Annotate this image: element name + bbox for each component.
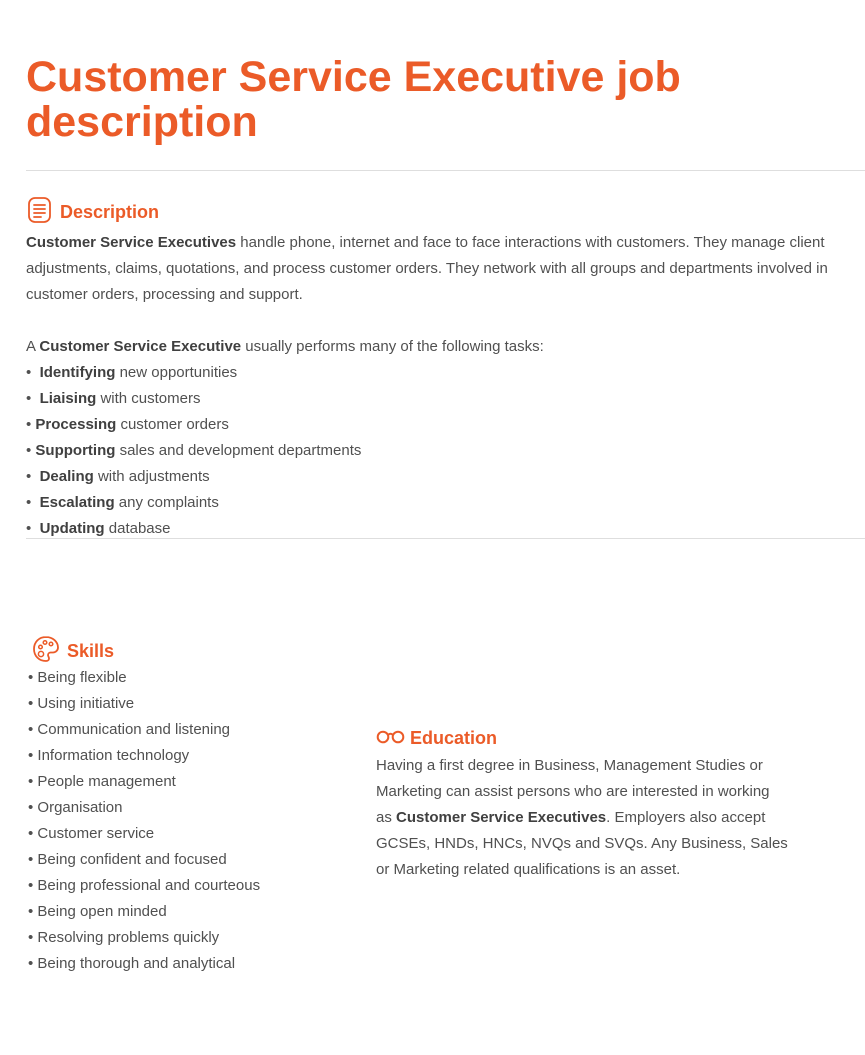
bullet: • (26, 520, 40, 537)
task-item (26, 464, 626, 490)
skills-list (28, 665, 348, 977)
skill-item: • Using initiative (28, 695, 135, 712)
education-header (376, 725, 497, 752)
skill-item: • Customer service (28, 825, 155, 842)
task-rest: with adjustments (93, 468, 210, 485)
description-intro (26, 230, 861, 308)
task-list (26, 334, 626, 542)
tasks-prefix: A (26, 338, 40, 355)
edu-text-after: . Employers also accept GCSEs, HNDs, HNCs, NVQs and SVQs. Any Business, Sales or Marketing related qualifications is an asset. (376, 809, 788, 878)
skills-heading: Skills (67, 641, 115, 661)
skill-item: • Being open minded (28, 903, 167, 920)
task-verb: Processing (35, 416, 117, 433)
page-title: Customer Service Executive job description (26, 53, 681, 146)
task-verb: Updating (39, 520, 105, 537)
intro-bold: Customer Service Executives (26, 234, 237, 251)
skill-item: • Information technology (28, 747, 190, 764)
task-item (26, 490, 626, 516)
task-verb: Liaising (39, 390, 97, 407)
skill-item: • Being professional and courteous (28, 877, 261, 894)
document-icon (26, 196, 54, 229)
edu-text-before: Having a first degree in Business, Management Studies or Marketing can assist persons who are interested in working as (376, 757, 770, 826)
tasks-bold: Customer Service Executive (39, 338, 242, 355)
task-rest: database (104, 520, 171, 537)
task-rest: sales and development departments (115, 442, 362, 459)
palette-icon (31, 634, 61, 669)
description-heading: Description (60, 202, 160, 222)
task-verb: Identifying (39, 364, 116, 381)
bullet: • (26, 468, 40, 485)
task-item (26, 386, 626, 412)
education-text (376, 753, 788, 883)
education-heading: Education (410, 728, 498, 748)
skill-item: • Being thorough and analytical (28, 955, 236, 972)
task-rest: any complaints (114, 494, 219, 511)
bullet: • (26, 364, 40, 381)
task-item (26, 360, 626, 386)
edu-text-bold: Customer Service Executives (396, 809, 607, 826)
bullet: • (26, 442, 36, 459)
task-item (26, 438, 626, 464)
divider (26, 170, 865, 171)
task-verb: Escalating (39, 494, 115, 511)
bullet: • (26, 390, 40, 407)
task-rest: new opportunities (115, 364, 238, 381)
skill-item: • Communication and listening (28, 721, 231, 738)
task-verb: Supporting (35, 442, 116, 459)
skill-item: • Organisation (28, 799, 123, 816)
task-verb: Dealing (39, 468, 94, 485)
tasks-suffix: usually performs many of the following tasks: (241, 338, 544, 355)
skills-header (31, 634, 114, 669)
intro-rest: handle phone, internet and face to face interactions with customers. They manage client adjustments, claims, quotations, and process customer orders. They network with all groups and departments involved in customer orders, processing and support. (26, 234, 828, 303)
task-rest: customer orders (116, 416, 229, 433)
task-list-intro (26, 334, 626, 360)
skill-item: • Being flexible (28, 669, 127, 686)
bullet: • (26, 494, 40, 511)
skill-item: • Resolving problems quickly (28, 929, 220, 946)
divider (26, 538, 865, 539)
glasses-icon (376, 725, 405, 752)
task-item (26, 412, 626, 438)
skill-item: • Being confident and focused (28, 851, 227, 868)
task-rest: with customers (96, 390, 201, 407)
skill-item: • People management (28, 773, 176, 790)
description-header (26, 196, 159, 229)
bullet: • (26, 416, 36, 433)
